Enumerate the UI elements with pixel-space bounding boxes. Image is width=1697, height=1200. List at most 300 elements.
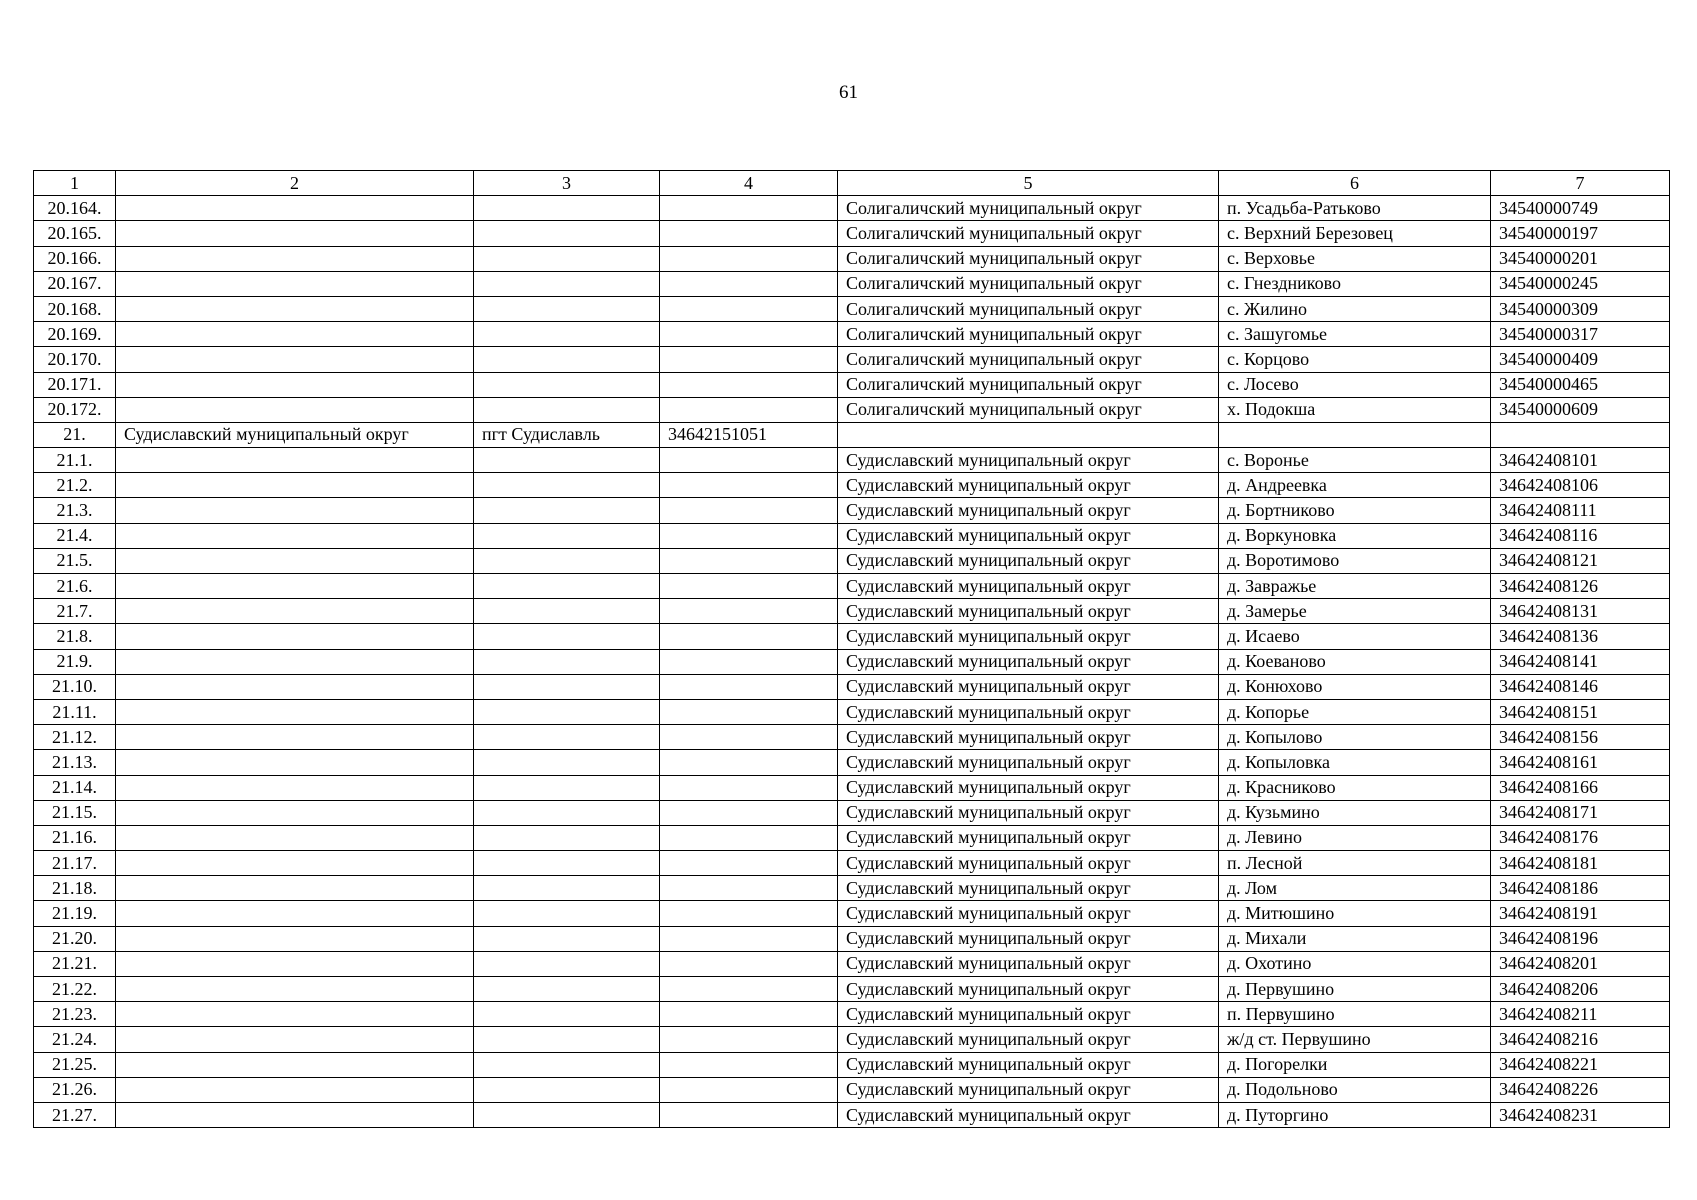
center-code-cell	[660, 271, 838, 296]
row-number-cell: 21.20.	[34, 926, 116, 951]
settlement-cell: д. Путоргино	[1219, 1102, 1491, 1127]
column-header: 1	[34, 171, 116, 196]
center-code-cell	[660, 1002, 838, 1027]
settlement-cell: д. Митюшино	[1219, 901, 1491, 926]
row-number-cell: 20.172.	[34, 397, 116, 422]
district-cell	[116, 1027, 474, 1052]
settlement-cell: д. Исаево	[1219, 624, 1491, 649]
municipality-cell: Судиславский муниципальный округ	[838, 977, 1219, 1002]
center-cell	[474, 498, 660, 523]
table-row	[34, 851, 1670, 876]
center-cell	[474, 725, 660, 750]
center-cell	[474, 851, 660, 876]
center-code-cell	[660, 775, 838, 800]
center-code-cell	[660, 977, 838, 1002]
municipality-cell: Солигаличский муниципальный округ	[838, 246, 1219, 271]
settlement-code-cell: 34642408191	[1491, 901, 1670, 926]
center-code-cell	[660, 473, 838, 498]
center-cell	[474, 1102, 660, 1127]
center-cell	[474, 750, 660, 775]
row-number-cell: 21.9.	[34, 649, 116, 674]
column-header: 4	[660, 171, 838, 196]
row-number-cell: 21.12.	[34, 725, 116, 750]
table-row	[34, 246, 1670, 271]
center-cell	[474, 523, 660, 548]
municipality-cell: Судиславский муниципальный округ	[838, 825, 1219, 850]
center-cell	[474, 372, 660, 397]
settlement-cell	[1219, 422, 1491, 447]
municipality-cell: Солигаличский муниципальный округ	[838, 372, 1219, 397]
municipality-cell: Судиславский муниципальный округ	[838, 901, 1219, 926]
settlement-cell: х. Подокша	[1219, 397, 1491, 422]
district-cell	[116, 1077, 474, 1102]
center-cell	[474, 977, 660, 1002]
municipality-cell: Солигаличский муниципальный округ	[838, 322, 1219, 347]
settlement-cell: д. Кузьмино	[1219, 800, 1491, 825]
center-cell	[474, 347, 660, 372]
row-number-cell: 21.7.	[34, 599, 116, 624]
row-number-cell: 21.4.	[34, 523, 116, 548]
center-cell	[474, 196, 660, 221]
settlement-cell: д. Бортниково	[1219, 498, 1491, 523]
district-cell	[116, 322, 474, 347]
settlement-code-cell: 34642408181	[1491, 851, 1670, 876]
center-code-cell	[660, 851, 838, 876]
row-number-cell: 21.17.	[34, 851, 116, 876]
settlement-code-cell: 34642408136	[1491, 624, 1670, 649]
table-row	[34, 196, 1670, 221]
center-cell: пгт Судиславль	[474, 422, 660, 447]
settlement-code-cell: 34642408211	[1491, 1002, 1670, 1027]
table-row	[34, 422, 1670, 447]
settlement-cell: д. Подольново	[1219, 1077, 1491, 1102]
settlement-cell: с. Жилино	[1219, 296, 1491, 321]
row-number-cell: 21.3.	[34, 498, 116, 523]
center-code-cell	[660, 196, 838, 221]
row-number-cell: 20.168.	[34, 296, 116, 321]
table-row	[34, 347, 1670, 372]
municipality-cell: Солигаличский муниципальный округ	[838, 196, 1219, 221]
district-cell	[116, 347, 474, 372]
settlement-cell: д. Воркуновка	[1219, 523, 1491, 548]
district-cell: Судиславский муниципальный округ	[116, 422, 474, 447]
settlement-cell: д. Погорелки	[1219, 1052, 1491, 1077]
center-cell	[474, 1052, 660, 1077]
table-row	[34, 800, 1670, 825]
district-cell	[116, 1102, 474, 1127]
center-code-cell	[660, 498, 838, 523]
district-cell	[116, 296, 474, 321]
table-row	[34, 901, 1670, 926]
center-cell	[474, 271, 660, 296]
municipality-cell: Судиславский муниципальный округ	[838, 876, 1219, 901]
table-row	[34, 473, 1670, 498]
municipality-cell: Солигаличский муниципальный округ	[838, 221, 1219, 246]
table-body	[34, 196, 1670, 1128]
center-code-cell	[660, 1052, 838, 1077]
center-cell	[474, 246, 660, 271]
center-code-cell	[660, 397, 838, 422]
municipality-cell: Судиславский муниципальный округ	[838, 951, 1219, 976]
center-code-cell	[660, 322, 838, 347]
page-number: 61	[839, 82, 858, 103]
settlement-cell: д. Конюхово	[1219, 674, 1491, 699]
table-row	[34, 750, 1670, 775]
settlement-code-cell: 34540000197	[1491, 221, 1670, 246]
row-number-cell: 21.2.	[34, 473, 116, 498]
table-row	[34, 523, 1670, 548]
settlement-code-cell: 34642408141	[1491, 649, 1670, 674]
center-cell	[474, 876, 660, 901]
settlement-cell: д. Первушино	[1219, 977, 1491, 1002]
table-row	[34, 825, 1670, 850]
row-number-cell: 21.15.	[34, 800, 116, 825]
row-number-cell: 20.165.	[34, 221, 116, 246]
settlement-code-cell: 34540000749	[1491, 196, 1670, 221]
settlement-code-cell	[1491, 422, 1670, 447]
center-code-cell	[660, 246, 838, 271]
center-cell	[474, 699, 660, 724]
district-cell	[116, 448, 474, 473]
district-cell	[116, 725, 474, 750]
table-row	[34, 498, 1670, 523]
settlement-code-cell: 34540000201	[1491, 246, 1670, 271]
center-cell	[474, 322, 660, 347]
settlement-cell: д. Левино	[1219, 825, 1491, 850]
settlement-cell: д. Михали	[1219, 926, 1491, 951]
municipality-cell: Судиславский муниципальный округ	[838, 725, 1219, 750]
table-row	[34, 221, 1670, 246]
row-number-cell: 21.10.	[34, 674, 116, 699]
settlement-cell: д. Копылово	[1219, 725, 1491, 750]
municipality-cell: Судиславский муниципальный округ	[838, 800, 1219, 825]
row-number-cell: 21.18.	[34, 876, 116, 901]
center-code-cell	[660, 372, 838, 397]
center-cell	[474, 1027, 660, 1052]
center-cell	[474, 473, 660, 498]
district-cell	[116, 825, 474, 850]
settlement-code-cell: 34642408186	[1491, 876, 1670, 901]
row-number-cell: 21.16.	[34, 825, 116, 850]
table-row	[34, 1077, 1670, 1102]
table-row	[34, 624, 1670, 649]
table-row	[34, 372, 1670, 397]
row-number-cell: 21.24.	[34, 1027, 116, 1052]
municipality-cell: Судиславский муниципальный округ	[838, 851, 1219, 876]
table-row	[34, 1102, 1670, 1127]
center-cell	[474, 800, 660, 825]
district-cell	[116, 876, 474, 901]
table-row	[34, 397, 1670, 422]
municipality-cell: Судиславский муниципальный округ	[838, 750, 1219, 775]
settlement-cell: д. Коеваново	[1219, 649, 1491, 674]
settlement-cell: д. Замерье	[1219, 599, 1491, 624]
center-code-cell	[660, 825, 838, 850]
row-number-cell: 20.166.	[34, 246, 116, 271]
settlement-code-cell: 34642408121	[1491, 548, 1670, 573]
table-row	[34, 775, 1670, 800]
center-cell	[474, 599, 660, 624]
settlement-code-cell: 34642408176	[1491, 825, 1670, 850]
settlement-code-cell: 34540000309	[1491, 296, 1670, 321]
settlement-cell: с. Верхний Березовец	[1219, 221, 1491, 246]
row-number-cell: 21.26.	[34, 1077, 116, 1102]
settlement-code-cell: 34642408146	[1491, 674, 1670, 699]
center-code-cell	[660, 800, 838, 825]
municipality-cell: Судиславский муниципальный округ	[838, 1102, 1219, 1127]
center-code-cell: 34642151051	[660, 422, 838, 447]
municipality-cell	[838, 422, 1219, 447]
registry-table	[33, 170, 1670, 1128]
settlement-cell: п. Лесной	[1219, 851, 1491, 876]
district-cell	[116, 498, 474, 523]
row-number-cell: 20.171.	[34, 372, 116, 397]
municipality-cell: Судиславский муниципальный округ	[838, 926, 1219, 951]
row-number-cell: 21.21.	[34, 951, 116, 976]
center-cell	[474, 296, 660, 321]
settlement-cell: с. Верховье	[1219, 246, 1491, 271]
district-cell	[116, 574, 474, 599]
center-cell	[474, 775, 660, 800]
district-cell	[116, 901, 474, 926]
column-header: 6	[1219, 171, 1491, 196]
district-cell	[116, 624, 474, 649]
municipality-cell: Судиславский муниципальный округ	[838, 649, 1219, 674]
center-code-cell	[660, 901, 838, 926]
row-number-cell: 21.22.	[34, 977, 116, 1002]
district-cell	[116, 977, 474, 1002]
center-code-cell	[660, 523, 838, 548]
municipality-cell: Судиславский муниципальный округ	[838, 473, 1219, 498]
district-cell	[116, 196, 474, 221]
settlement-code-cell: 34642408166	[1491, 775, 1670, 800]
district-cell	[116, 750, 474, 775]
district-cell	[116, 599, 474, 624]
settlement-code-cell: 34642408151	[1491, 699, 1670, 724]
center-cell	[474, 548, 660, 573]
center-cell	[474, 1077, 660, 1102]
district-cell	[116, 372, 474, 397]
municipality-cell: Судиславский муниципальный округ	[838, 448, 1219, 473]
center-code-cell	[660, 1027, 838, 1052]
district-cell	[116, 775, 474, 800]
center-cell	[474, 951, 660, 976]
center-code-cell	[660, 951, 838, 976]
row-number-cell: 21.13.	[34, 750, 116, 775]
center-code-cell	[660, 926, 838, 951]
district-cell	[116, 1002, 474, 1027]
district-cell	[116, 800, 474, 825]
district-cell	[116, 851, 474, 876]
district-cell	[116, 246, 474, 271]
column-header: 2	[116, 171, 474, 196]
center-cell	[474, 825, 660, 850]
municipality-cell: Судиславский муниципальный округ	[838, 1002, 1219, 1027]
row-number-cell: 21.1.	[34, 448, 116, 473]
municipality-cell: Судиславский муниципальный округ	[838, 624, 1219, 649]
row-number-cell: 20.164.	[34, 196, 116, 221]
center-code-cell	[660, 548, 838, 573]
center-cell	[474, 674, 660, 699]
center-code-cell	[660, 296, 838, 321]
table-row	[34, 699, 1670, 724]
municipality-cell: Солигаличский муниципальный округ	[838, 296, 1219, 321]
settlement-code-cell: 34642408201	[1491, 951, 1670, 976]
settlement-cell: с. Гнездниково	[1219, 271, 1491, 296]
table-row	[34, 271, 1670, 296]
settlement-code-cell: 34642408206	[1491, 977, 1670, 1002]
table-row	[34, 1027, 1670, 1052]
row-number-cell: 21.6.	[34, 574, 116, 599]
table-row	[34, 1052, 1670, 1077]
column-header: 7	[1491, 171, 1670, 196]
center-cell	[474, 448, 660, 473]
district-cell	[116, 1052, 474, 1077]
settlement-cell: д. Лом	[1219, 876, 1491, 901]
settlement-cell: с. Корцово	[1219, 347, 1491, 372]
settlement-cell: ж/д ст. Первушино	[1219, 1027, 1491, 1052]
municipality-cell: Солигаличский муниципальный округ	[838, 347, 1219, 372]
settlement-code-cell: 34642408111	[1491, 498, 1670, 523]
municipality-cell: Судиславский муниципальный округ	[838, 574, 1219, 599]
settlement-cell: д. Андреевка	[1219, 473, 1491, 498]
center-code-cell	[660, 347, 838, 372]
row-number-cell: 21.8.	[34, 624, 116, 649]
table-row	[34, 674, 1670, 699]
center-code-cell	[660, 876, 838, 901]
center-code-cell	[660, 574, 838, 599]
center-cell	[474, 574, 660, 599]
municipality-cell: Судиславский муниципальный округ	[838, 599, 1219, 624]
table-row	[34, 599, 1670, 624]
settlement-code-cell: 34642408231	[1491, 1102, 1670, 1127]
row-number-cell: 21.5.	[34, 548, 116, 573]
settlement-code-cell: 34642408101	[1491, 448, 1670, 473]
table-row	[34, 725, 1670, 750]
settlement-cell: с. Зашугомье	[1219, 322, 1491, 347]
municipality-cell: Судиславский муниципальный округ	[838, 1077, 1219, 1102]
settlement-code-cell: 34642408106	[1491, 473, 1670, 498]
center-code-cell	[660, 1102, 838, 1127]
settlement-code-cell: 34642408126	[1491, 574, 1670, 599]
column-header: 5	[838, 171, 1219, 196]
center-cell	[474, 649, 660, 674]
district-cell	[116, 649, 474, 674]
center-code-cell	[660, 674, 838, 699]
settlement-code-cell: 34540000409	[1491, 347, 1670, 372]
table-row	[34, 296, 1670, 321]
table-row	[34, 649, 1670, 674]
municipality-cell: Судиславский муниципальный округ	[838, 699, 1219, 724]
center-code-cell	[660, 699, 838, 724]
settlement-code-cell: 34642408216	[1491, 1027, 1670, 1052]
row-number-cell: 20.169.	[34, 322, 116, 347]
center-code-cell	[660, 221, 838, 246]
settlement-code-cell: 34540000465	[1491, 372, 1670, 397]
row-number-cell: 21.27.	[34, 1102, 116, 1127]
center-code-cell	[660, 750, 838, 775]
row-number-cell: 20.170.	[34, 347, 116, 372]
center-code-cell	[660, 624, 838, 649]
row-number-cell: 20.167.	[34, 271, 116, 296]
row-number-cell: 21.14.	[34, 775, 116, 800]
center-cell	[474, 1002, 660, 1027]
center-code-cell	[660, 649, 838, 674]
center-code-cell	[660, 448, 838, 473]
center-cell	[474, 624, 660, 649]
row-number-cell: 21.19.	[34, 901, 116, 926]
settlement-code-cell: 34642408131	[1491, 599, 1670, 624]
table-row	[34, 951, 1670, 976]
center-code-cell	[660, 1077, 838, 1102]
municipality-cell: Судиславский муниципальный округ	[838, 523, 1219, 548]
municipality-cell: Судиславский муниципальный округ	[838, 1052, 1219, 1077]
settlement-cell: п. Усадьба-Ратьково	[1219, 196, 1491, 221]
row-number-cell: 21.23.	[34, 1002, 116, 1027]
table-row	[34, 548, 1670, 573]
district-cell	[116, 221, 474, 246]
district-cell	[116, 951, 474, 976]
center-code-cell	[660, 725, 838, 750]
center-cell	[474, 901, 660, 926]
column-header: 3	[474, 171, 660, 196]
row-number-cell: 21.25.	[34, 1052, 116, 1077]
table-row	[34, 448, 1670, 473]
settlement-cell: п. Первушино	[1219, 1002, 1491, 1027]
table-row	[34, 977, 1670, 1002]
table-row	[34, 876, 1670, 901]
settlement-cell: с. Лосево	[1219, 372, 1491, 397]
settlement-code-cell: 34540000245	[1491, 271, 1670, 296]
district-cell	[116, 699, 474, 724]
municipality-cell: Судиславский муниципальный округ	[838, 548, 1219, 573]
center-code-cell	[660, 599, 838, 624]
district-cell	[116, 548, 474, 573]
municipality-cell: Судиславский муниципальный округ	[838, 775, 1219, 800]
district-cell	[116, 473, 474, 498]
district-cell	[116, 926, 474, 951]
header-row	[34, 171, 1670, 196]
district-cell	[116, 674, 474, 699]
center-cell	[474, 397, 660, 422]
settlement-cell: д. Копыловка	[1219, 750, 1491, 775]
settlement-code-cell: 34642408161	[1491, 750, 1670, 775]
district-cell	[116, 271, 474, 296]
settlement-code-cell: 34642408221	[1491, 1052, 1670, 1077]
settlement-cell: д. Охотино	[1219, 951, 1491, 976]
municipality-cell: Солигаличский муниципальный округ	[838, 271, 1219, 296]
center-cell	[474, 926, 660, 951]
settlement-cell: д. Копорье	[1219, 699, 1491, 724]
center-cell	[474, 221, 660, 246]
settlement-cell: д. Воротимово	[1219, 548, 1491, 573]
settlement-code-cell: 34642408116	[1491, 523, 1670, 548]
table-row	[34, 926, 1670, 951]
settlement-code-cell: 34642408226	[1491, 1077, 1670, 1102]
table-row	[34, 322, 1670, 347]
settlement-code-cell: 34642408156	[1491, 725, 1670, 750]
settlement-code-cell: 34642408196	[1491, 926, 1670, 951]
settlement-code-cell: 34642408171	[1491, 800, 1670, 825]
settlement-cell: д. Красниково	[1219, 775, 1491, 800]
row-number-cell: 21.11.	[34, 699, 116, 724]
municipality-cell: Судиславский муниципальный округ	[838, 498, 1219, 523]
district-cell	[116, 523, 474, 548]
settlement-cell: д. Завражье	[1219, 574, 1491, 599]
district-cell	[116, 397, 474, 422]
table-row	[34, 1002, 1670, 1027]
municipality-cell: Солигаличский муниципальный округ	[838, 397, 1219, 422]
